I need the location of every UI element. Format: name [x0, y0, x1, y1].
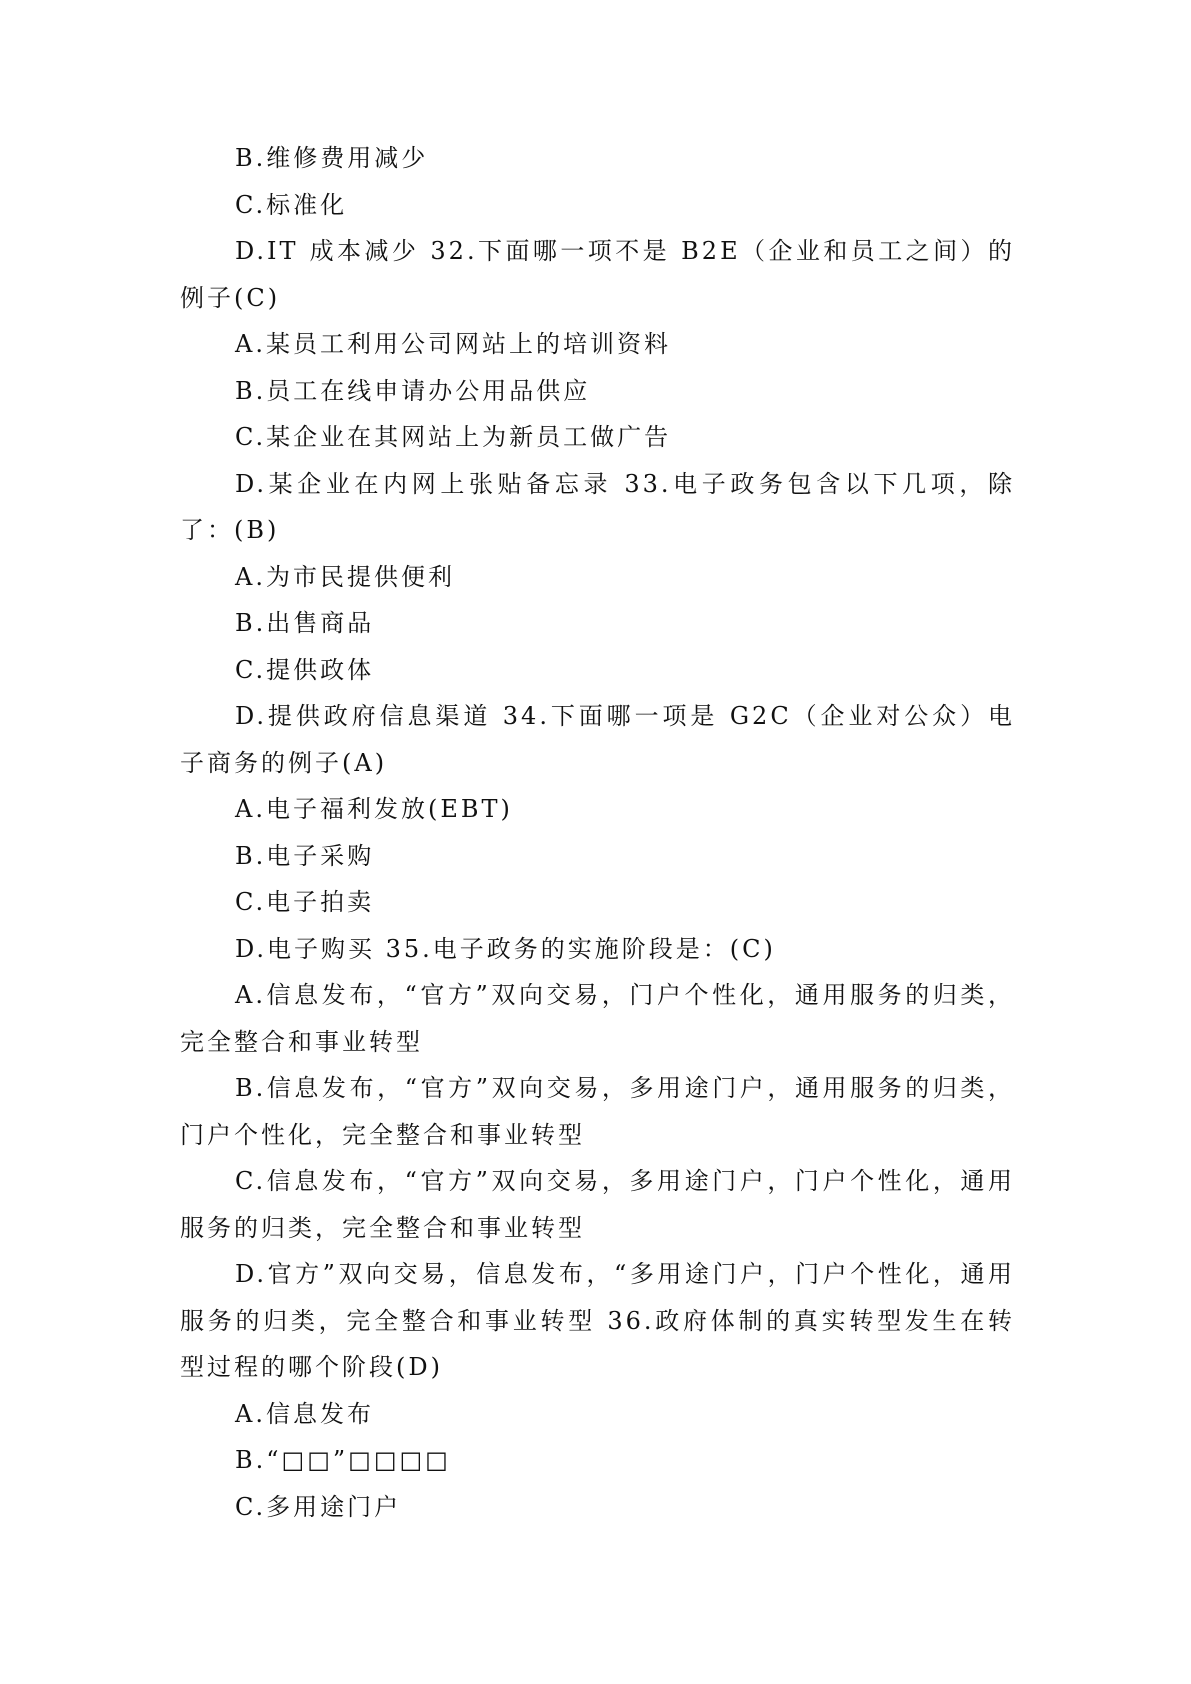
paragraph-option-c: C.某企业在其网站上为新员工做广告	[235, 423, 672, 451]
paragraph-option-b: B.出售商品	[235, 609, 375, 637]
paragraph-option-c: C.信息发布，“官方”双向交易，多用途门户，门户个性化，通用服务的归类，完全整合和事业转型	[180, 1167, 1015, 1242]
paragraph-option-c: C.提供政体	[235, 655, 375, 684]
paragraph-option-a: A.电子福利发放(EBT)	[235, 795, 513, 823]
paragraph-question-32: D.IT 成本减少 32.下面哪一项不是 B2E（企业和员工之间）的例子(C)	[180, 237, 1015, 312]
paragraph-option-c: C.标准化	[235, 190, 348, 219]
paragraph-option-b: B.信息发布，“官方”双向交易，多用途门户，通用服务的归类，门户个性化，完全整合和事业转型	[180, 1074, 1015, 1149]
document-body	[180, 135, 1015, 1530]
paragraph-question-34: D.提供政府信息渠道 34.下面哪一项是 G2C（企业对公众）电子商务的例子(A)	[180, 702, 1015, 777]
paragraph-option-b: B.维修费用减少	[235, 144, 429, 172]
paragraph-option-b: B.“□□”□□□□	[235, 1446, 451, 1474]
paragraph-option-a: A.为市民提供便利	[235, 562, 455, 591]
paragraph-option-a: A.信息发布	[235, 1399, 374, 1428]
paragraph-question-33: D.某企业在内网上张贴备忘录 33.电子政务包含以下几项，除了：(B)	[180, 469, 1015, 544]
paragraph-option-c: C.多用途门户	[235, 1492, 402, 1521]
paragraph-option-a: A.信息发布，“官方”双向交易，门户个性化，通用服务的归类，完全整合和事业转型	[180, 981, 1015, 1056]
paragraph-option-b: B.电子采购	[235, 841, 375, 870]
paragraph-question-35: D.电子购买 35.电子政务的实施阶段是：(C)	[235, 934, 776, 963]
paragraph-option-b: B.员工在线申请办公用品供应	[235, 376, 591, 405]
paragraph-option-a: A.某员工利用公司网站上的培训资料	[235, 330, 671, 358]
paragraph-question-36: D.官方”双向交易，信息发布，“多用途门户，门户个性化，通用服务的归类，完全整合和事业转型 36.政府体制的真实转型发生在转型过程的哪个阶段(D)	[180, 1260, 1015, 1381]
paragraph-option-c: C.电子拍卖	[235, 888, 375, 916]
